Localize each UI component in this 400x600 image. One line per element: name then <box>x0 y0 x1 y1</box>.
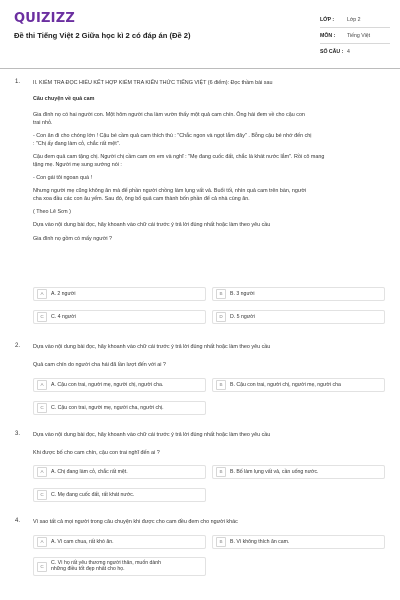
answer-option-b[interactable] <box>212 287 385 301</box>
answer-option-b[interactable] <box>212 535 385 549</box>
answer-option-c[interactable] <box>33 401 206 415</box>
meta-value: 4 <box>347 48 350 55</box>
option-text <box>51 560 161 573</box>
option-letter: B <box>216 537 226 547</box>
meta-table <box>320 12 390 59</box>
option-text: A. 2 người <box>51 290 76 297</box>
option-text: A. Chị đang làm cỏ, chắc rất mệt. <box>51 468 128 475</box>
option-text: D. 5 người <box>230 313 255 320</box>
question-body <box>33 79 383 243</box>
answer-option-a[interactable] <box>33 378 206 392</box>
story-paragraph <box>33 187 383 203</box>
meta-label: MÔN : <box>320 32 336 39</box>
option-letter: A <box>37 380 47 390</box>
option-text: C. Mẹ đang cuốc đất, rất khát nước. <box>51 491 135 498</box>
option-text: A. Vì cam chua, rất khó ăn. <box>51 538 114 545</box>
question-instruction: Dựa vào nội dung bài đọc, hãy khoanh vào chữ cái trước ý trả lời đúng nhất hoặc làm theo yêu cầu <box>33 432 271 438</box>
answer-option-c[interactable] <box>33 310 206 324</box>
story-line: tặng mẹ. Người mẹ sung sướng nói : <box>33 162 122 168</box>
option-letter: B <box>216 289 226 299</box>
option-letter: D <box>216 312 226 322</box>
option-letter: B <box>216 467 226 477</box>
answer-option-d[interactable] <box>212 310 385 324</box>
section-intro: II. KIỂM TRA ĐỌC HIỂU KẾT HỢP KIỂM TRA KIẾN THỨC TIẾNG VIỆT (6 điểm): Đọc thầm bài sau <box>33 80 273 86</box>
story-line: trai nhỏ. <box>33 120 53 126</box>
option-letter: C <box>37 403 47 413</box>
option-letter: A <box>37 467 47 477</box>
answer-option-a[interactable] <box>33 465 206 479</box>
option-letter: C <box>37 562 47 572</box>
meta-row-grade <box>320 12 390 28</box>
question-instruction: Dựa vào nội dung bài đọc, hãy khoanh vào chữ cái trước ý trả lời đúng nhất hoặc làm theo yêu cầu <box>33 222 271 228</box>
story-line: Cậu đem quả cam tặng chị. Người chị cầm cam ơn em và nghĩ : "Mẹ đang cuốc đất, chắc là khát nước lắm". Rồi cô mang <box>33 154 325 160</box>
story-line: Nhưng người mẹ cũng không ăn mà để phần người chồng làm lụng vất vả. Buổi tối, nhìn quả cam trên bàn, người <box>33 188 307 194</box>
story-line: - Con ăn đi cho chóng lớn ! Cậu bé cầm quả cam thích thú : "Chắc ngon và ngọt lắm đây" . Bỗng cậu bé nhớ đến chị <box>33 133 312 139</box>
option-text: B. Cậu con trai, người chị, người mẹ, người cha <box>230 381 341 388</box>
meta-label: LỚP : <box>320 16 335 23</box>
meta-row-question-count <box>320 44 390 59</box>
question-prompt: Khi được bố cho cam chín, cậu con trai nghĩ đến ai ? <box>33 450 160 456</box>
answer-option-b[interactable] <box>212 378 385 392</box>
option-text: B. Bố làm lụng vất vả, cần uống nước. <box>230 468 319 475</box>
quizizz-logo: QUIZIZZ <box>14 11 75 26</box>
option-text: A. Cậu con trai, người mẹ, người chị, người cha. <box>51 381 164 388</box>
option-text: C. Cậu con trai, người mẹ, người cha, người chị. <box>51 404 164 411</box>
option-letter: C <box>37 490 47 500</box>
story-paragraph <box>33 111 383 127</box>
option-text-line: những điều tốt đẹp nhất cho họ. <box>51 566 125 573</box>
meta-value: Lớp 2 <box>347 16 361 23</box>
question-prompt: Gia đình nọ gồm có mấy người ? <box>33 236 113 242</box>
question-instruction: Dựa vào nội dung bài đọc, hãy khoanh vào chữ cái trước ý trả lời đúng nhất hoặc làm theo yêu cầu <box>33 344 271 350</box>
story-paragraph <box>33 208 383 216</box>
question-number: 2. <box>15 343 21 349</box>
story-paragraph <box>33 132 383 148</box>
answer-option-a[interactable] <box>33 535 206 549</box>
option-text: C. 4 người <box>51 313 76 320</box>
question-number: 1. <box>15 79 21 85</box>
question-prompt: Quả cam chín do người cha hái đã lần lượt đến với ai ? <box>33 362 166 368</box>
answer-option-a[interactable] <box>33 287 206 301</box>
question-body <box>33 343 383 369</box>
answer-option-c[interactable] <box>33 488 206 502</box>
story-source: ( Theo Lê Sơn ) <box>33 209 71 215</box>
question-number: 4. <box>15 518 21 524</box>
story-line: : "Chị ấy đang làm cỏ, chắc rất mệt". <box>33 141 121 147</box>
worksheet-header <box>0 0 400 58</box>
option-letter: C <box>37 312 47 322</box>
question-prompt: Vì sao tất cả mọi người trong câu chuyện khi được cho cam đều đem cho người khác <box>33 519 238 525</box>
option-letter: B <box>216 380 226 390</box>
answer-option-b[interactable] <box>212 465 385 479</box>
option-text-line: C. Vì họ rất yêu thương người thân, muốn dành <box>51 560 162 566</box>
page-title: Đề thi Tiếng Việt 2 Giữa học kì 2 có đáp án (Đề 2) <box>14 31 191 40</box>
story-title: Câu chuyện về quả cam <box>33 96 95 102</box>
option-letter: A <box>37 537 47 547</box>
story-line: Gia đình nọ có hai người con. Một hôm người cha làm vườn thấy một quả cam chín. Ông hái đem về cho cậu con <box>33 112 305 118</box>
story-line: cha xoa đầu các con âu yếm. Sau đó, ông bổ quả cam thành bốn phần để cả nhà cùng ăn. <box>33 196 250 202</box>
meta-row-subject <box>320 28 390 44</box>
story-paragraph <box>33 174 383 182</box>
story-paragraph <box>33 153 383 169</box>
question-body <box>33 518 383 526</box>
answer-option-c[interactable] <box>33 557 206 576</box>
question-number: 3. <box>15 431 21 437</box>
option-text: B. Vì không thích ăn cam. <box>230 538 290 545</box>
header-divider <box>0 68 400 69</box>
story-line: - Con gái tôi ngoan quá ! <box>33 175 93 181</box>
meta-value: Tiếng Việt <box>347 32 371 39</box>
meta-label: SỐ CÂU : <box>320 48 344 55</box>
option-text: B. 3 người <box>230 290 255 297</box>
question-body <box>33 431 383 457</box>
option-letter: A <box>37 289 47 299</box>
